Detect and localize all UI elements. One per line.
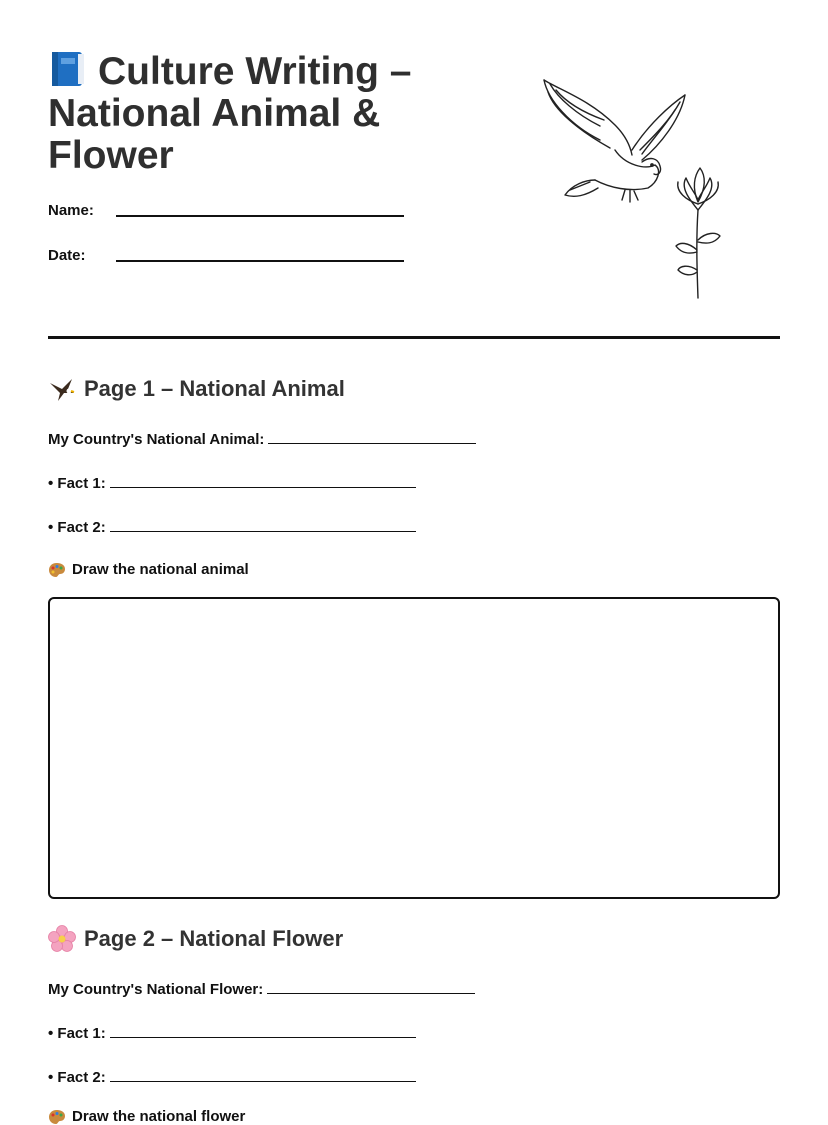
name-label: Name: <box>48 202 94 219</box>
draw-flower-label <box>48 1108 245 1125</box>
page2-heading-text: Page 2 – National Flower <box>84 926 344 951</box>
animal-fact1-write-line[interactable] <box>110 473 416 488</box>
national-flower-write-line[interactable] <box>267 979 475 994</box>
national-flower-field <box>48 979 475 998</box>
draw-flower-text: Draw the national flower <box>72 1108 246 1125</box>
flower-fact2-label: • Fact 2: <box>48 1069 106 1086</box>
national-flower-label: My Country's National Flower: <box>48 981 264 998</box>
palette-icon <box>48 562 66 578</box>
cherry-blossom-icon <box>48 925 76 953</box>
draw-animal-text: Draw the national animal <box>72 561 249 578</box>
animal-fact2-label: • Fact 2: <box>48 519 106 536</box>
draw-animal-label <box>48 561 249 578</box>
animal-fact1-label: • Fact 1: <box>48 475 106 492</box>
header-divider <box>48 336 780 339</box>
national-animal-label: My Country's National Animal: <box>48 431 265 448</box>
flower-fact2-write-line[interactable] <box>110 1067 416 1082</box>
national-animal-field <box>48 429 476 448</box>
name-field <box>48 202 116 219</box>
flower-fact1-field <box>48 1023 416 1042</box>
worksheet-title-text: Culture Writing – National Animal & Flower <box>48 50 412 177</box>
palette-icon <box>48 1109 66 1125</box>
date-write-line[interactable] <box>116 260 404 262</box>
animal-drawing-box[interactable] <box>48 597 780 899</box>
page1-heading-text: Page 1 – National Animal <box>84 376 345 401</box>
national-animal-write-line[interactable] <box>268 429 476 444</box>
flower-fact1-write-line[interactable] <box>110 1023 416 1038</box>
animal-fact2-field <box>48 517 416 536</box>
eagle-icon <box>48 375 76 403</box>
page2-heading <box>48 925 343 953</box>
flower-fact2-field <box>48 1067 416 1086</box>
blue-book-icon <box>48 50 90 88</box>
animal-fact1-field <box>48 473 416 492</box>
name-write-line[interactable] <box>116 215 404 217</box>
eagle-flower-illustration <box>530 70 740 305</box>
animal-fact2-write-line[interactable] <box>110 517 416 532</box>
page1-heading <box>48 375 345 403</box>
date-field <box>48 247 116 264</box>
worksheet-title <box>48 50 468 177</box>
flower-fact1-label: • Fact 1: <box>48 1025 106 1042</box>
date-label: Date: <box>48 247 86 264</box>
